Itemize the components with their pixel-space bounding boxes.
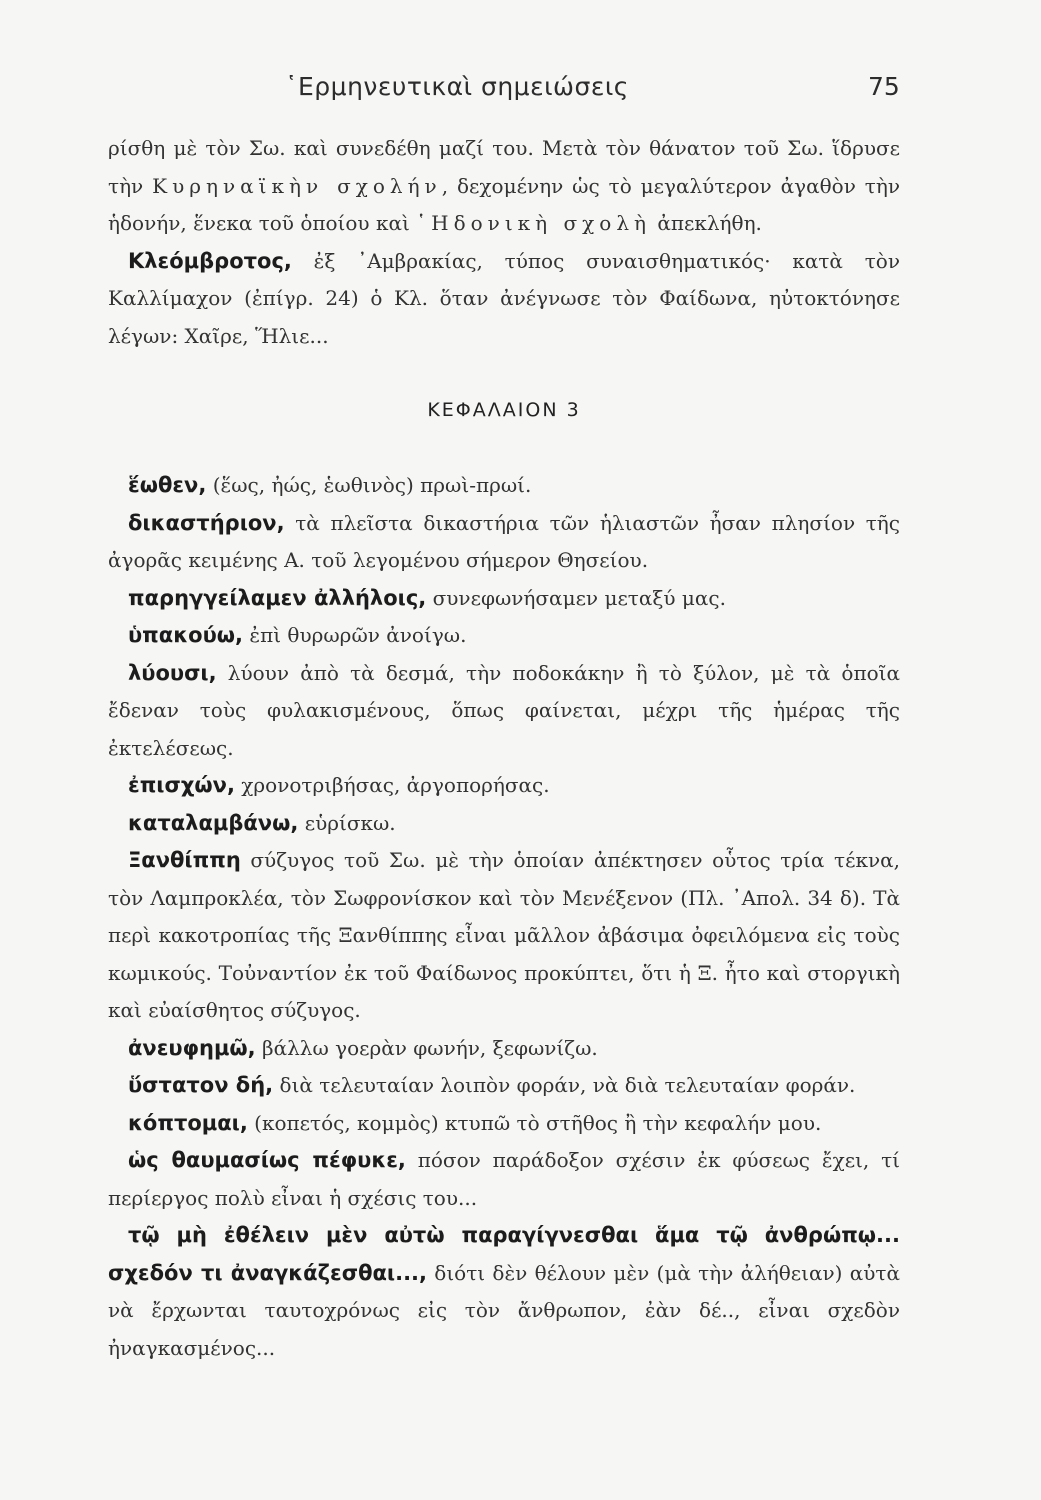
entry-gloss: εὑρίσκω.: [298, 810, 396, 835]
entry-gloss: ἐξ ᾿Αμβρακίας, τύπος συναισθηματικός· κατὰ τὸν Καλλίμαχον (ἐπίγρ. 24) ὁ Κλ. ὅταν ἀνέγνωσε τὸν Φαίδωνα, ηὐτοκτόνησε λέγων: Χαῖρε, Ἥλιε...: [108, 248, 900, 348]
entry-headword: ἕωθεν,: [128, 473, 207, 497]
entry-gloss: ἐπὶ θυρωρῶν ἀνοίγω.: [242, 623, 467, 647]
entry-gloss: σύζυγος τοῦ Σω. μὲ τὴν ὁποίαν ἀπέκτησεν οὗτος τρία τέκνα, τὸν Λαμπροκλέα, τὸν Σωφρονίσκον καὶ τὸν Μενέξενον (Πλ. ᾿Απολ. 34 δ). Τὰ περὶ κακοτροπίας τῆς Ξανθίππης εἶναι μᾶλλον ἀβάσιμα ὀφειλόμενα εἰς τοὺς κωμικούς. Τοὐναντίον ἐκ τοῦ Φαίδωνος προκύπτει, ὅτι ἡ Ξ. ἦτο καὶ στοργικὴ καὶ εὐαίσθητος σύζυγος.: [108, 848, 900, 1022]
glossary-entry: [108, 467, 900, 505]
glossary-entry: [108, 655, 900, 768]
glossary-entry: [108, 767, 900, 805]
glossary-entry: [108, 842, 900, 1030]
entry-gloss: τὰ πλεῖστα δικαστήρια τῶν ἡλιαστῶν ἦσαν πλησίον τῆς ἀγορᾶς κειμένης Α. τοῦ λεγομένου σήμερον Θησείου.: [108, 510, 900, 572]
entry-gloss: χρονοτριβήσας, ἀργοπορήσας.: [234, 773, 550, 797]
intro-spaced-2: ῾Ηδονικὴ σχολὴ: [416, 211, 651, 235]
running-head-title: ῾Ερμηνευτικαὶ σημειώσεις: [285, 72, 629, 101]
entry-gloss: πόσον παράδοξον σχέσιν ἐκ φύσεως ἔχει, τί περίεργος πολὺ εἶναι ἡ σχέσις του...: [108, 1148, 900, 1210]
entry-headword: Ξανθίππη: [128, 848, 241, 872]
glossary-entry: [108, 1030, 900, 1068]
glossary-entry: [108, 1067, 900, 1105]
intro-spaced-1: Κυρηναϊκὴν σχολήν: [152, 173, 442, 198]
entry-headword: ἀνευφημῶ,: [128, 1035, 256, 1060]
entry-gloss: βάλλω γοερὰν φωνήν, ξεφωνίζω.: [255, 1035, 598, 1060]
glossary-entry: [108, 617, 900, 655]
page-number: 75: [868, 72, 900, 101]
entry-headword: τῷ μὴ ἐθέλειν μὲν αὐτὼ παραγίγνεσθαι ἅμα τῷ ἀνθρώπῳ... σχεδόν τι ἀναγκάζεσθαι...,: [108, 1223, 900, 1285]
intro-text-2: , δεχομένην ὡς τὸ μεγαλύτερον ἀγαθὸν τὴν ἡδονήν, ἕνεκα τοῦ ὁποίου καὶ: [108, 173, 900, 235]
intro-text-3: ἀπεκλήθη.: [651, 211, 762, 235]
entry-headword: κόπτομαι,: [128, 1110, 248, 1135]
running-head: [0, 70, 1041, 110]
entry-headword: παρηγγείλαμεν ἀλλήλοις,: [128, 585, 427, 610]
entry-headword: Κλεόμβροτος,: [128, 248, 292, 273]
entry-gloss: διότι δὲν θέλουν μὲν (μὰ τὴν ἀλήθειαν) αὐτὰ νὰ ἔρχωνται ταυτοχρόνως εἰς τὸν ἄνθρωπον, ἐὰν δέ.., εἶναι σχεδὸν ἠναγκασμένος...: [108, 1260, 900, 1360]
intro-text-1: ρίσθη μὲ τὸν Σω. καὶ συνεδέθη μαζί του. Μετὰ τὸν θάνατον τοῦ Σω. ἵδρυσε τὴν: [108, 136, 900, 198]
entry-kleombrotos: [108, 243, 900, 356]
entry-gloss: λύουν ἀπὸ τὰ δεσμά, τὴν ποδοκάκην ἢ τὸ ξύλον, μὲ τὰ ὁποῖα ἔδεναν τοὺς φυλακισμένους, ὅπως φαίνεται, μέχρι τῆς ἡμέρας τῆς ἐκτελέσεως.: [108, 660, 900, 760]
entry-headword: δικαστήριον,: [128, 510, 285, 535]
entry-gloss: (κοπετός, κομμὸς) κτυπῶ τὸ στῆθος ἢ τὴν κεφαλήν μου.: [247, 1110, 822, 1135]
body-text: [108, 130, 900, 1367]
entry-headword: ὑπακούω,: [128, 623, 243, 647]
glossary-entry: [108, 580, 900, 618]
entry-headword: ὕστατον δή,: [128, 1073, 274, 1097]
entry-headword: καταλαμβάνω,: [128, 810, 299, 835]
entry-gloss: διὰ τελευταίαν λοιπὸν φοράν, νὰ διὰ τελευταίαν φοράν.: [273, 1073, 856, 1097]
chapter-heading: ΚΕΦΑΛΑΙΟΝ 3: [427, 399, 581, 421]
glossary-entry: [108, 1142, 900, 1217]
glossary-entry: [108, 1217, 900, 1367]
glossary-entry: [108, 805, 900, 843]
glossary-entry: [108, 505, 900, 580]
entry-gloss: συνεφωνήσαμεν μεταξύ μας.: [426, 585, 726, 610]
entry-headword: ἐπισχών,: [128, 773, 235, 797]
glossary-entry: [108, 1105, 900, 1143]
entry-headword: ὡς θαυμασίως πέφυκε,: [128, 1148, 406, 1172]
entry-gloss: (ἕως, ἠώς, ἑωθινὸς) πρωὶ-πρωί.: [206, 473, 532, 497]
intro-paragraph: [108, 130, 900, 243]
entry-headword: λύουσι,: [128, 660, 217, 685]
